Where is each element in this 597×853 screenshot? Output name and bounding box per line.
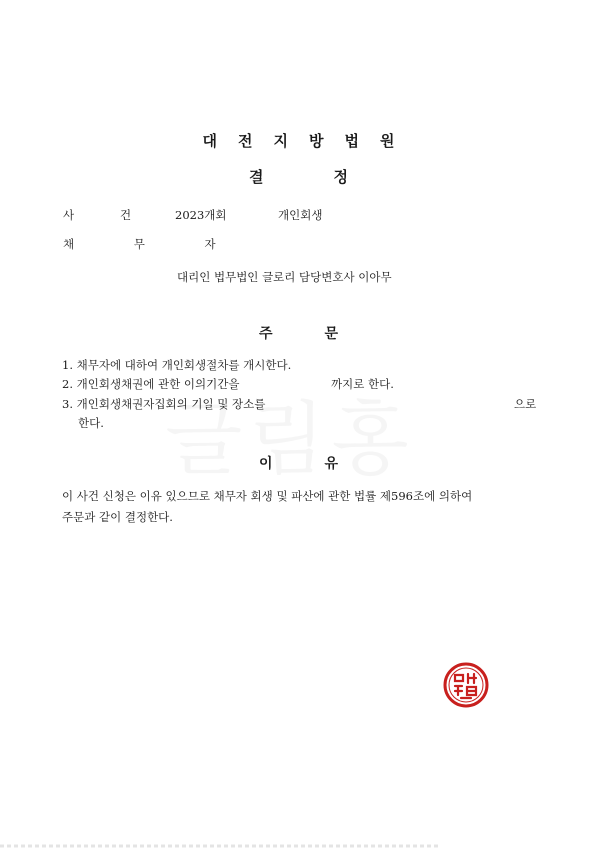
case-type: 개인회생 bbox=[278, 208, 323, 222]
order-text: 개인회생채권자집회의 기일 및 장소를 bbox=[76, 397, 266, 411]
order-text: 개인회생채권에 관한 이의기간을 bbox=[76, 377, 240, 391]
order-tail: 까지로 한다. bbox=[331, 377, 394, 391]
order-item bbox=[62, 356, 291, 375]
order-tail: 으로 bbox=[514, 397, 537, 411]
reason-heading-left: 이 bbox=[258, 456, 273, 472]
agent-line: 대리인 법무법인 글로리 담당변호사 이아무 bbox=[177, 270, 392, 284]
title-right: 정 bbox=[333, 168, 348, 186]
order-heading bbox=[0, 323, 597, 343]
case-label: 사 bbox=[63, 208, 75, 222]
reason-heading bbox=[0, 453, 597, 473]
case-number: 2023개회 bbox=[175, 208, 227, 222]
reason-heading-right: 유 bbox=[324, 456, 339, 472]
order-text: 채무자에 대하여 개인회생절차를 개시한다. bbox=[76, 358, 292, 372]
footer-divider bbox=[0, 834, 597, 840]
order-num: 2. bbox=[62, 377, 73, 391]
title-left: 결 bbox=[249, 168, 264, 186]
debtor-label: 채 무 자 bbox=[63, 237, 244, 251]
order-continuation: 한다. bbox=[78, 416, 104, 430]
order-heading-right: 문 bbox=[324, 326, 339, 342]
case-label-2: 건 bbox=[120, 208, 132, 222]
reason-line-2: 주문과 같이 결정한다. bbox=[62, 510, 173, 524]
reason-line-1: 이 사건 신청은 이유 있으므로 채무자 회생 및 파산에 관한 법률 제596조에 의하여 bbox=[62, 489, 473, 503]
document-title bbox=[0, 166, 597, 187]
order-num: 1. bbox=[62, 358, 73, 372]
order-num: 3. bbox=[62, 397, 73, 411]
order-heading-left: 주 bbox=[258, 326, 273, 342]
court-seal-icon bbox=[441, 660, 491, 710]
court-name: 대전지방법원 bbox=[202, 132, 416, 150]
